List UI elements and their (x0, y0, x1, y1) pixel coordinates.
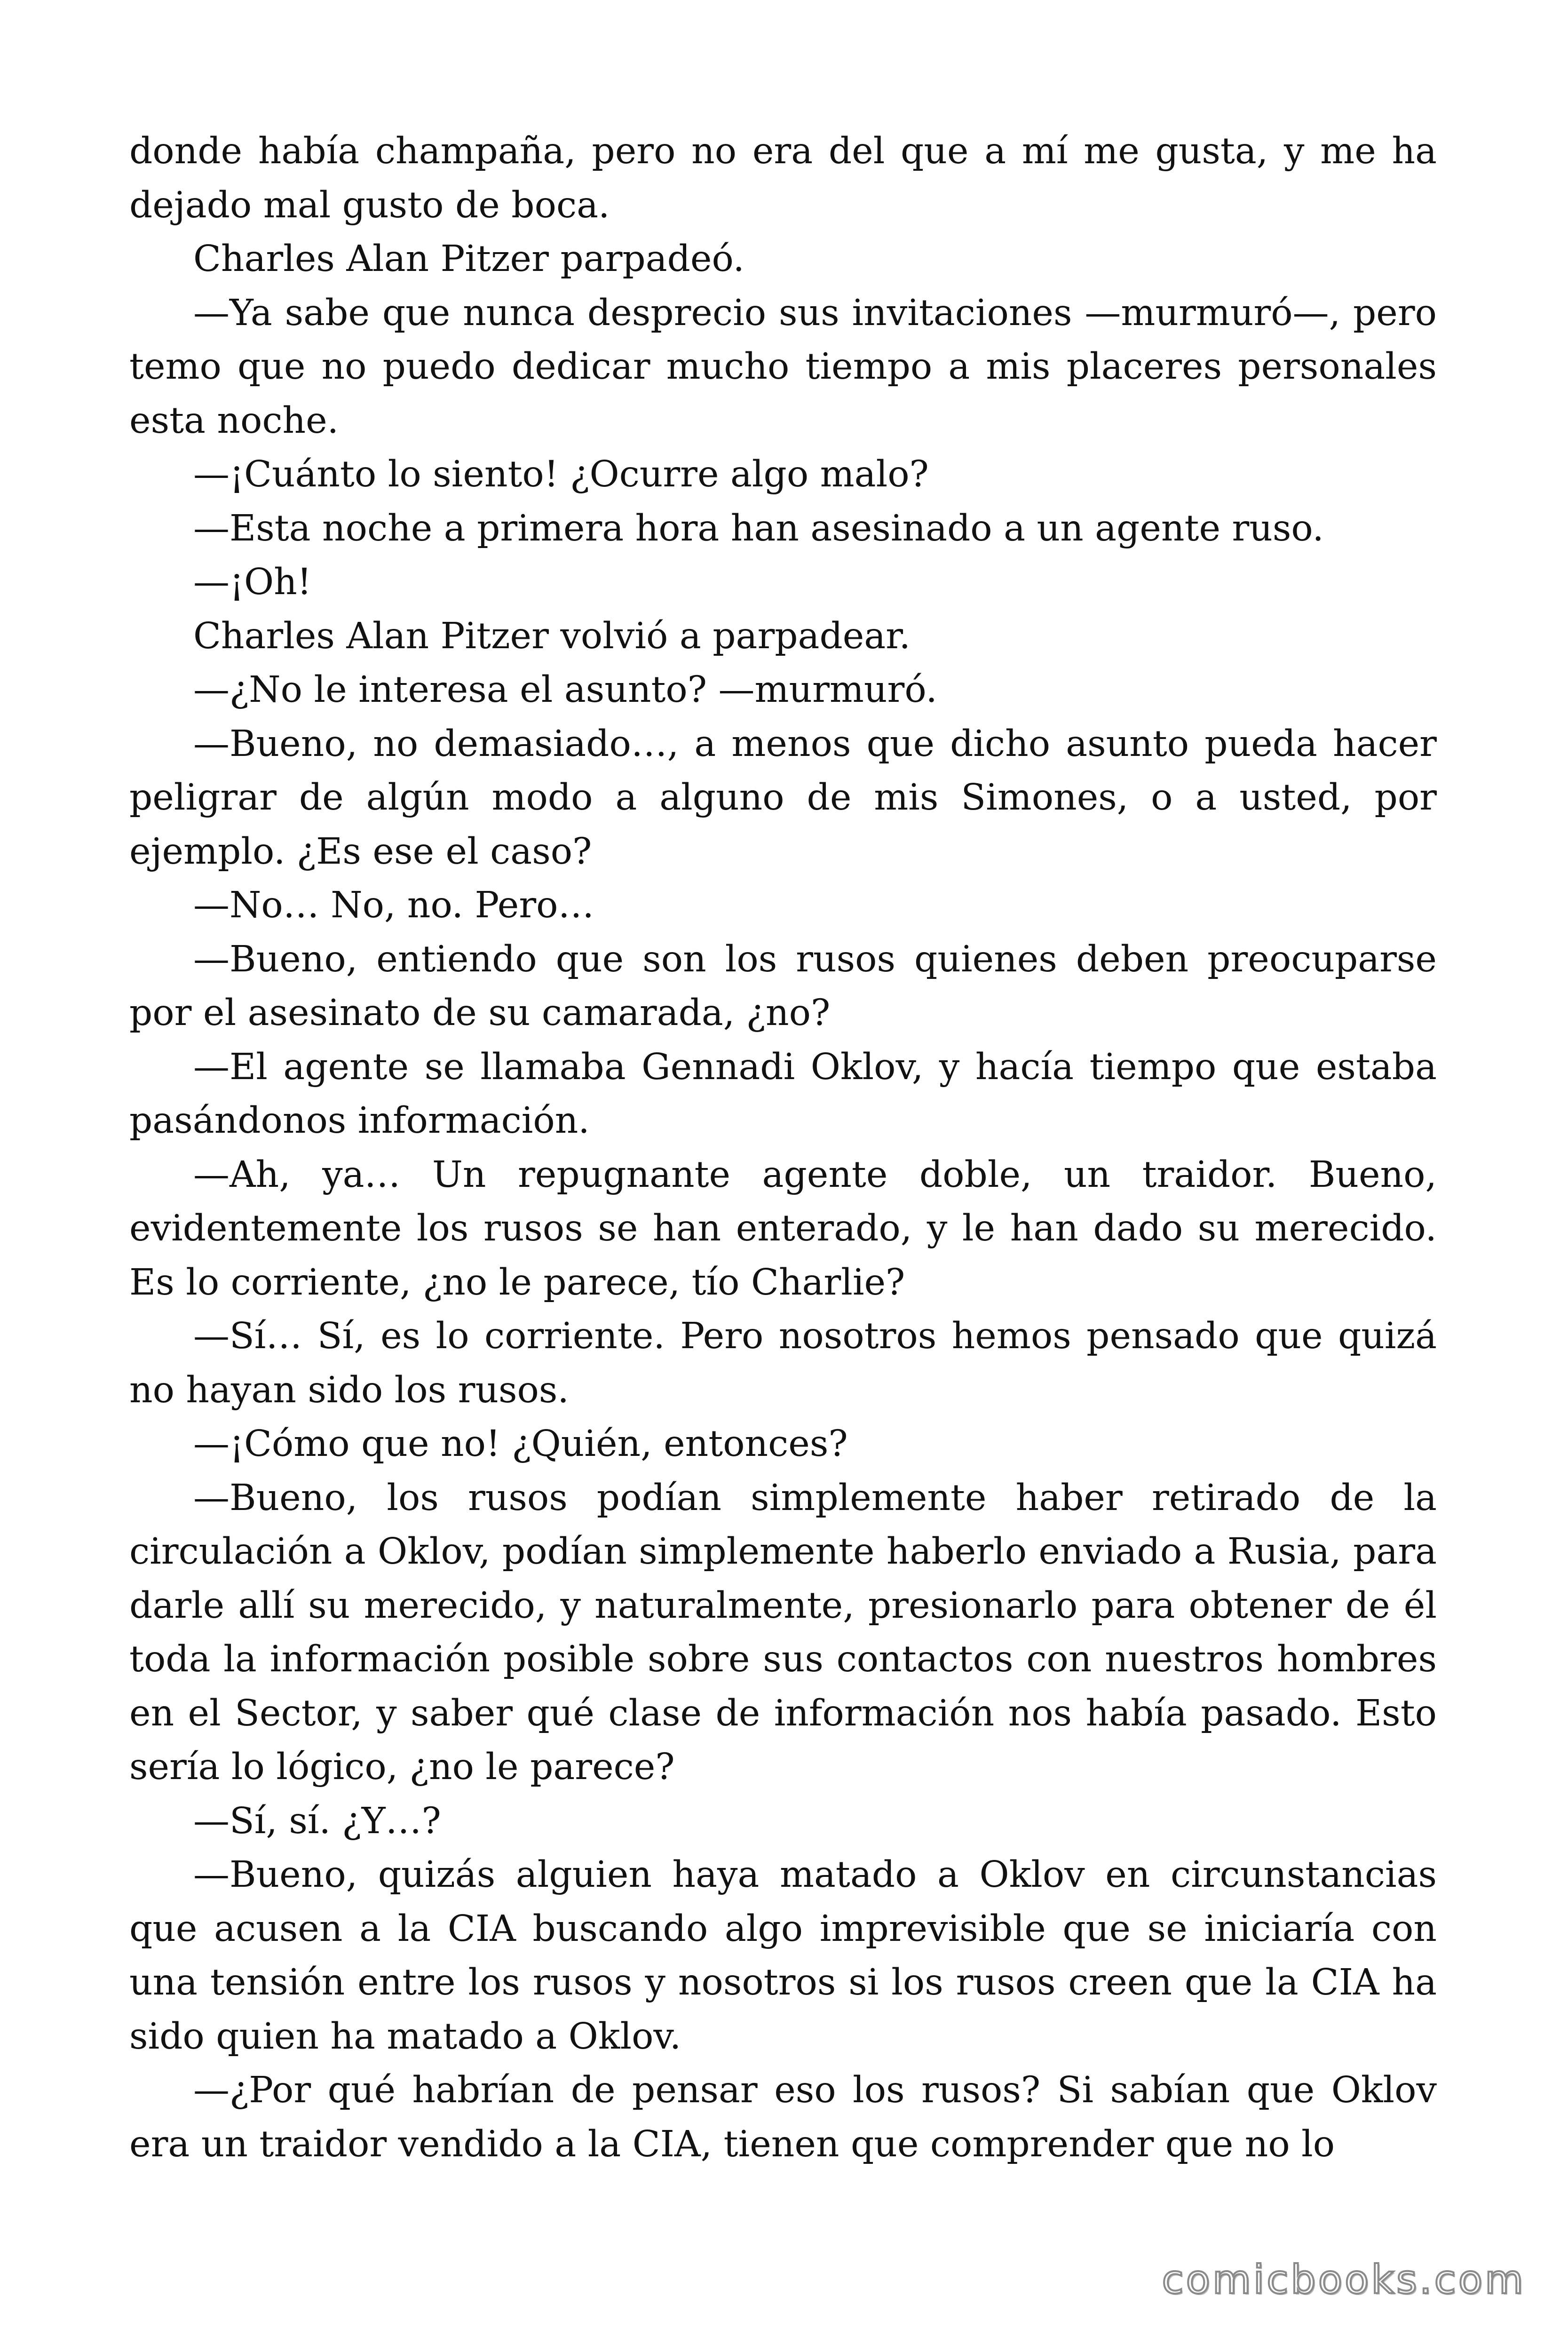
watermark: comicbooks.com (1162, 2257, 1526, 2303)
page-body (129, 125, 1437, 2171)
paragraph: —Bueno, quizás alguien haya matado a Oklov en circunstancias que acusen a la CIA buscando algo imprevisible que se iniciaría con una tensión entre los rusos y nosotros si los rusos creen que la CIA ha sido quien ha matado a Oklov. (129, 1854, 1437, 2058)
paragraph: —¡Cuánto lo siento! ¿Ocurre algo malo? (193, 453, 929, 495)
paragraph: —Esta noche a primera hora han asesinado a un agente ruso. (193, 507, 1324, 549)
paragraph: —¿No le interesa el asunto? —murmuró. (193, 669, 937, 711)
paragraph: —Ah, ya… Un repugnante agente doble, un traidor. Bueno, evidentemente los rusos se han enterado, y le han dado su merecido. Es lo corriente, ¿no le parece, tío Charlie? (129, 1153, 1437, 1303)
paragraph: Charles Alan Pitzer volvió a parpadear. (193, 615, 911, 657)
paragraph: Charles Alan Pitzer parpadeó. (193, 238, 744, 280)
paragraph: —Ya sabe que nunca desprecio sus invitaciones —murmuró—, pero temo que no puedo dedicar mucho tiempo a mis placeres personales esta noche. (129, 292, 1437, 442)
paragraph: —¡Oh! (193, 561, 312, 603)
paragraph: —El agente se llamaba Gennadi Oklov, y hacía tiempo que estaba pasándonos información. (129, 1046, 1437, 1142)
paragraph: —Bueno, los rusos podían simplemente haber retirado de la circulación a Oklov, podían simplemente haberlo enviado a Rusia, para darle allí su merecido, y naturalmente, presionarlo para obtener de él toda la información posible sobre sus contactos con nuestros hombres en el Sector, y saber qué clase de información nos había pasado. Esto sería lo lógico, ¿no le parece? (129, 1477, 1437, 1788)
paragraph: —Bueno, no demasiado…, a menos que dicho asunto pueda hacer peligrar de algún modo a alguno de mis Simones, o a usted, por ejemplo. ¿Es ese el caso? (129, 723, 1437, 873)
paragraph: —Bueno, entiendo que son los rusos quienes deben preocuparse por el asesinato de su camarada, ¿no? (129, 938, 1437, 1034)
paragraph: —¡Cómo que no! ¿Quién, entonces? (193, 1423, 848, 1465)
paragraph: —Sí, sí. ¿Y…? (193, 1800, 441, 1842)
paragraph: —¿Por qué habrían de pensar eso los rusos? Si sabían que Oklov era un traidor vendido a la CIA, tienen que comprender que no lo (129, 2069, 1437, 2165)
paragraph: —Sí… Sí, es lo corriente. Pero nosotros hemos pensado que quizá no hayan sido los rusos. (129, 1315, 1437, 1411)
paragraph: —No… No, no. Pero… (193, 884, 594, 926)
paragraph: donde había champaña, pero no era del que a mí me gusta, y me ha dejado mal gusto de boca. (129, 130, 1437, 226)
